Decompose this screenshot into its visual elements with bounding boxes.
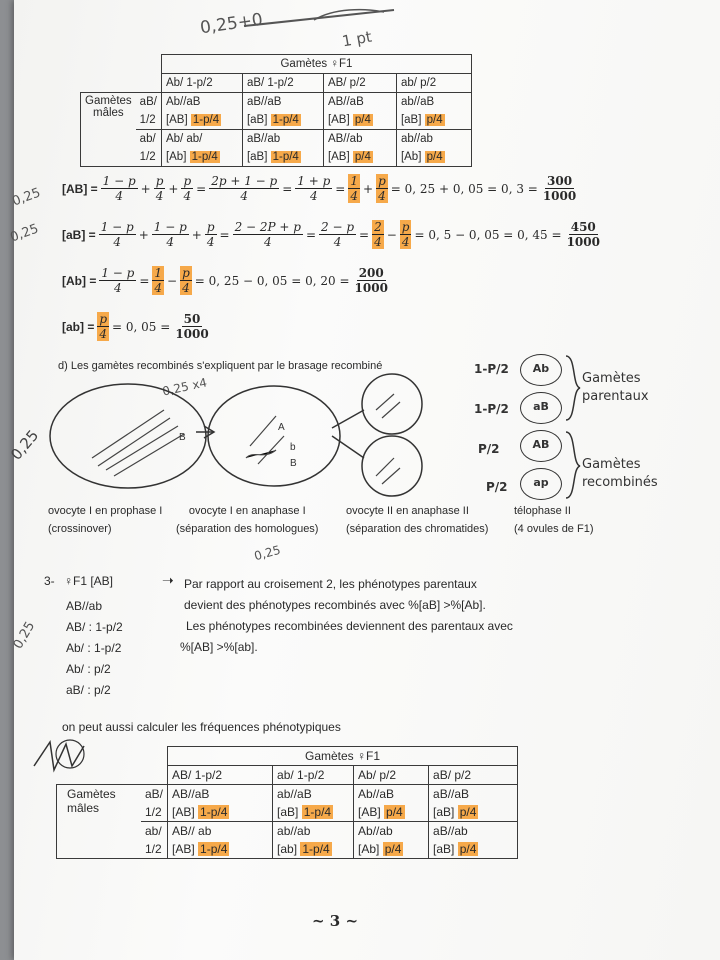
caption-line: ovocyte I en prophase I — [48, 505, 163, 517]
frequency-highlight: 1-p/4 — [200, 805, 228, 819]
section-3-number: 3- — [44, 574, 55, 588]
margin-note: 0,25 — [10, 185, 43, 210]
table-2-cell-pheno — [354, 803, 429, 822]
fraction-highlight: $\frac{1}{4}$ — [154, 266, 163, 295]
table-2-cell: Ab//ab — [354, 822, 429, 841]
frequency-highlight: 1-p/4 — [192, 114, 220, 126]
caption-telophase — [514, 502, 593, 538]
equation-label: [AB] = — [62, 181, 98, 196]
table-1-cell: AB//aB — [323, 93, 396, 112]
gametes-table-2 — [56, 746, 518, 859]
equation-ab — [62, 312, 211, 341]
table-2-gamete: ab/ — [141, 822, 168, 841]
phenotype: [AB] — [172, 805, 195, 819]
fraction-highlight: $\frac{p}{4}$ — [378, 174, 386, 203]
fraction: $\frac{2p + 1 - p}{4}$ — [211, 174, 278, 203]
handwritten-top-note: 1 pt — [340, 27, 374, 51]
phenotype: [ab] — [277, 842, 298, 856]
equation-label: [Ab] = — [62, 273, 97, 288]
meiosis-diagram — [14, 380, 484, 500]
equation-result: = 0, 25 + 0, 05 = 0, 3 = — [390, 181, 538, 196]
table-2-col-head: AB/ 1-p/2 — [168, 766, 273, 785]
gamete-freq-label: 1-P/2 — [474, 362, 509, 376]
phenotype: [aB] — [433, 805, 455, 819]
table-2-gamete: aB/ — [141, 785, 168, 804]
denominator: 1000 — [354, 281, 388, 295]
table-1-cell: aB//aB — [242, 93, 323, 112]
table-1-cell: AB//ab — [323, 130, 396, 149]
table-2-header: Gamètes ♀F1 — [168, 747, 518, 766]
list-item: AB/ : 1-p/2 — [66, 620, 123, 634]
gamete-circle: AB — [520, 430, 562, 462]
equation-Ab: [Ab] = $\frac{1 - p}{4}$ = $\frac{1}{4}$ − $\frac{p}{4}$ = 0, 25 − 0, 05 = 0, 20 = $\frac{200}{1000}$ — [62, 266, 388, 295]
phenotype: [aB] — [277, 805, 299, 819]
brace-label-recombined: Gamètes recombinés — [582, 457, 658, 490]
fraction: $\frac{1 - p}{4}$ — [153, 220, 187, 249]
caption-line: (séparation des homologues) — [176, 523, 319, 535]
paragraph-line: Par rapport au croisement 2, les phénotypes parentaux — [184, 577, 477, 591]
table-2-cell: aB//ab — [429, 822, 518, 841]
svg-text:B: B — [290, 458, 297, 469]
table-2-gamete-freq: 1/2 — [141, 840, 168, 859]
table-1-cell-pheno — [323, 148, 396, 167]
table-2-cell-pheno — [354, 840, 429, 859]
table-1-gamete: aB/ — [136, 93, 162, 112]
arrow-icon: ➝ — [162, 572, 174, 588]
phenotype: [AB] — [358, 805, 381, 819]
table-1-cell-pheno — [242, 111, 323, 130]
phenotype: [AB] — [327, 151, 350, 163]
frequency-highlight: p/4 — [354, 114, 371, 126]
phenotype: [Ab] — [165, 151, 187, 163]
caption-prophase — [48, 502, 162, 538]
equation-aB: [aB] = $\frac{1 - p}{4}$ + $\frac{1 - p}{4}$ + $\frac{p}{4}$ = $\frac{2 - 2P + p}{4}$ = $\frac{2 - p}{4}$ = $\frac{2}{4}$ − $\frac{p}{4}$ = 0, 5 − 0, 05 = 0, 45 = $\frac{450}{1000}$ — [62, 220, 600, 249]
table-1-cell: ab//aB — [396, 93, 471, 112]
frequency-highlight: p/4 — [426, 114, 443, 126]
frequency-highlight: p/4 — [354, 151, 371, 163]
section-3-list — [66, 596, 123, 701]
fraction: $\frac{p}{4}$ — [206, 220, 215, 249]
fraction: $\frac{2 - 2P + p}{4}$ — [234, 220, 301, 249]
caption-line: télophase II — [514, 505, 571, 517]
table-1-row-label — [81, 93, 136, 167]
margin-note: 0,25 — [8, 221, 41, 246]
table-1-col-head: Ab/ 1-p/2 — [161, 74, 242, 93]
equation-result: = 0, 25 − 0, 05 = 0, 20 = — [194, 273, 350, 288]
table-2-cell: ab//ab — [273, 822, 354, 841]
fraction: $\frac{p}{4}$ — [183, 174, 192, 203]
caption-line: ovocyte II en anaphase II — [346, 505, 469, 517]
table-2-cell: AB//aB — [168, 785, 273, 804]
table-2-cell-pheno — [429, 840, 518, 859]
frequency-highlight: p/4 — [384, 842, 402, 856]
gamete-circle: ap — [520, 468, 562, 500]
denominator: 1000 — [175, 327, 209, 341]
caption-line: ovocyte I en anaphase I — [188, 505, 306, 517]
calc-note: on peut aussi calculer les fréquences phénotypiques — [62, 720, 341, 734]
brace-label-parental: Gamètes parentaux — [582, 371, 649, 404]
table-1-header: Gamètes ♀F1 — [161, 55, 471, 74]
list-item: Ab/ : p/2 — [66, 662, 111, 676]
fraction-final — [565, 220, 602, 249]
frequency-highlight: p/4 — [386, 805, 403, 819]
table-2-cell-pheno — [168, 840, 273, 859]
table-1-col-head: ab/ p/2 — [396, 74, 471, 93]
phenotype: [aB] — [246, 114, 268, 126]
table-1-gamete-freq: 1/2 — [136, 148, 162, 167]
table-2-col-head: ab/ 1-p/2 — [273, 766, 354, 785]
diagram-note: 0,25 x4 — [161, 375, 209, 399]
svg-text:b: b — [290, 442, 296, 453]
page-note: 0,25 — [252, 542, 283, 564]
denominator: 1000 — [542, 189, 577, 203]
table-2-cell: AB// ab — [168, 822, 273, 841]
numerator: 300 — [547, 174, 573, 188]
frequency-highlight: 1-p/4 — [302, 842, 330, 856]
equation-label: [aB] = — [62, 227, 96, 242]
fraction: $\frac{2 - p}{4}$ — [321, 220, 355, 249]
table-2-col-head: Ab/ p/2 — [354, 766, 429, 785]
table-2-cell-pheno — [273, 840, 354, 859]
row-label-line: Gamètes — [67, 787, 116, 801]
fraction: $\frac{p}{4}$ — [155, 174, 164, 203]
section-d-title: d) Les gamètes recombinés s'expliquent par le brasage recombiné — [58, 360, 383, 372]
document-page — [7, 0, 720, 960]
gamete-circle: aB — [520, 392, 562, 424]
list-item: Ab/ : 1-p/2 — [66, 641, 122, 655]
phenotype: [AB] — [327, 114, 350, 126]
fraction: $\frac{1 - p}{4}$ — [101, 266, 135, 295]
fraction-highlight: $\frac{1}{4}$ — [350, 174, 358, 203]
table-1-cell: ab//ab — [396, 130, 471, 149]
table-1-cell: Ab//aB — [161, 93, 242, 112]
frequency-highlight: 1-p/4 — [191, 151, 218, 163]
row-label-line: mâles — [92, 107, 124, 119]
table-1-col-head: aB/ 1-p/2 — [242, 74, 323, 93]
phenotype: [Ab] — [400, 151, 422, 163]
gamete-circle: Ab — [520, 354, 562, 386]
svg-text:B: B — [179, 432, 186, 443]
fraction-highlight: $\frac{p}{4}$ — [182, 266, 190, 295]
fraction: $\frac{1 - p}{4}$ — [100, 220, 134, 249]
equation-label: [ab] = — [62, 319, 95, 334]
paragraph-line: devient des phénotypes recombinés avec %[aB] >%[Ab]. — [184, 598, 486, 612]
phenotype: [aB] — [246, 151, 268, 163]
phenotype: [aB] — [400, 114, 422, 126]
handwritten-top-scribble: 0,25+0 — [198, 9, 265, 39]
table-2-cell-pheno — [168, 803, 273, 822]
phenotype: [AB] — [165, 114, 188, 126]
fraction-highlight: $\frac{p}{4}$ — [99, 312, 108, 341]
caption-line: (4 ovules de F1) — [514, 523, 594, 535]
numerator: 450 — [570, 220, 596, 234]
frequency-highlight: 1-p/4 — [303, 805, 332, 819]
list-item: aB/ : p/2 — [66, 683, 111, 697]
list-item: AB//ab — [66, 599, 103, 613]
fraction-final — [173, 312, 210, 341]
caption-line: (séparation des chromatides) — [346, 523, 489, 535]
fraction: $\frac{1 - p}{4}$ — [102, 174, 136, 203]
table-1-gamete: ab/ — [136, 130, 162, 149]
section-3-female: ♀F1 [AB] — [64, 574, 114, 588]
table-1-cell-pheno — [396, 148, 471, 167]
caption-line: (crossinover) — [48, 523, 112, 535]
paragraph-line: Les phénotypes recombinées deviennent des parentaux avec — [186, 619, 513, 633]
numerator: 200 — [358, 266, 384, 280]
side-note: 0,25 — [10, 619, 39, 652]
gamete-freq-label: P/2 — [486, 480, 508, 494]
equation-AB: [AB] = $\frac{1 - p}{4}$ + $\frac{p}{4}$ + $\frac{p}{4}$ = $\frac{2p + 1 - p}{4}$ = $\frac{1 + p}{4}$ = $\frac{1}{4}$ + $\frac{p}{4}$ = 0, 25 + 0, 05 = 0, 3 = $\frac{300}{1000}$ — [62, 174, 577, 203]
numerator: 50 — [183, 312, 201, 326]
table-2-cell-pheno — [429, 803, 518, 822]
gametes-handwritten-block — [460, 352, 710, 502]
fraction-final — [353, 266, 390, 295]
table-1-cell-pheno — [396, 111, 471, 130]
table-1-cell: aB//ab — [242, 130, 323, 149]
table-1-gamete-freq: 1/2 — [136, 111, 162, 130]
table-1-cell-pheno — [161, 111, 242, 130]
margin-note: 0,25 — [7, 426, 43, 464]
caption-anaphase-1 — [176, 502, 318, 538]
brace-icon — [564, 352, 584, 502]
gametes-table-1 — [80, 54, 472, 167]
frequency-highlight: 1-p/4 — [272, 114, 299, 126]
table-2-gamete-freq: 1/2 — [141, 803, 168, 822]
frequency-highlight: p/4 — [459, 805, 477, 819]
table-2-cell-pheno — [273, 803, 354, 822]
page-number: ~ 3 ~ — [312, 912, 359, 930]
caption-anaphase-2 — [346, 502, 488, 538]
denominator: 1000 — [566, 235, 600, 249]
table-2-cell: ab//aB — [273, 785, 354, 804]
table-1-cell-pheno — [161, 148, 242, 167]
phenotype: [AB] — [172, 842, 195, 856]
table-2-col-head: aB/ p/2 — [429, 766, 518, 785]
equation-result: = 0, 5 − 0, 05 = 0, 45 = — [414, 227, 562, 242]
frequency-highlight: p/4 — [426, 151, 443, 163]
table-2-row-label — [57, 785, 142, 859]
fraction-highlight: $\frac{p}{4}$ — [401, 220, 410, 249]
section-3-paragraph — [180, 574, 513, 658]
table-2-cell: aB//aB — [429, 785, 518, 804]
table-1-col-head: AB/ p/2 — [323, 74, 396, 93]
frequency-highlight: 1-p/4 — [272, 151, 299, 163]
phenotype: [Ab] — [358, 842, 380, 856]
table-1-cell-pheno — [323, 111, 396, 130]
gamete-freq-label: 1-P/2 — [474, 402, 509, 416]
phenotype: [aB] — [433, 842, 455, 856]
row-label-line: Gamètes — [85, 95, 132, 107]
strikethrough-scribble — [244, 4, 404, 34]
gamete-freq-label: P/2 — [478, 442, 500, 456]
table-1-cell: Ab/ ab/ — [161, 130, 242, 149]
table-1-cell-pheno — [242, 148, 323, 167]
frequency-highlight: p/4 — [459, 842, 477, 856]
svg-text:A: A — [278, 422, 285, 433]
fraction-highlight: $\frac{2}{4}$ — [374, 220, 382, 249]
paragraph-line: %[AB] >%[ab]. — [180, 640, 258, 654]
fraction-final — [541, 174, 578, 203]
frequency-highlight: 1-p/4 — [200, 842, 228, 856]
fraction: $\frac{1 + p}{4}$ — [297, 174, 331, 203]
equation-result: = 0, 05 = — [112, 319, 171, 334]
table-2-cell: Ab//aB — [354, 785, 429, 804]
row-label-line: mâles — [67, 801, 100, 815]
